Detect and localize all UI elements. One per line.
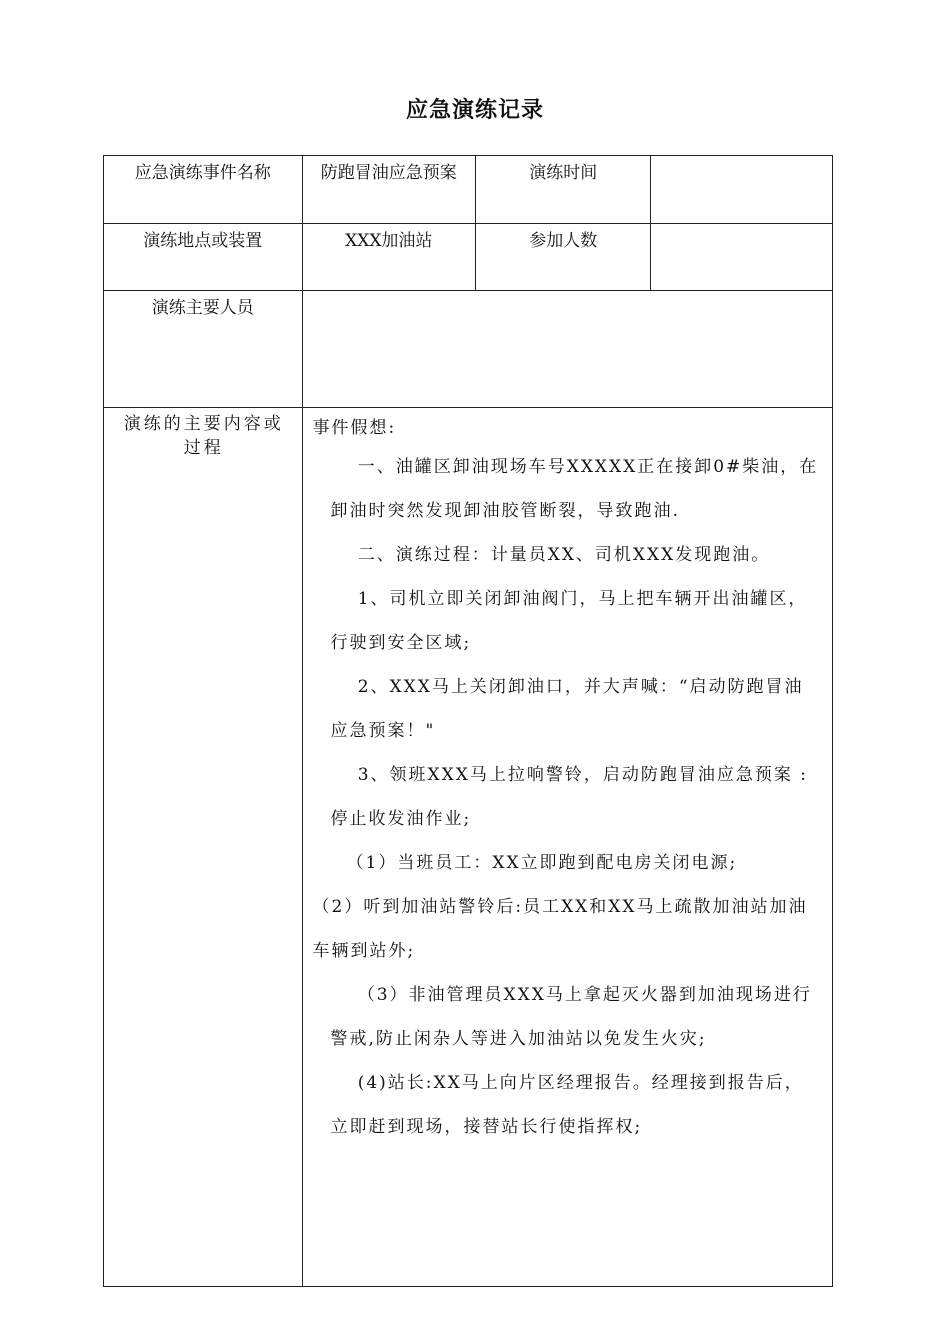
content-paragraph: 3、领班XXX马上拉响警铃，启动防跑冒油应急预案 : 停止收发油作业; (330, 765, 808, 829)
participants-label: 参加人数 (476, 224, 651, 291)
content-paragraph: 事件假想: (312, 418, 397, 438)
content-paragraph: 1、司机立即关闭卸油阀门，马上把车辆开出油罐区，行驶到安全区域; (330, 589, 808, 653)
table-row (104, 408, 833, 1287)
drill-time-label: 演练时间 (476, 156, 651, 224)
content-paragraph: （2）听到加油站警铃后:员工XX和XX马上疏散加油站加油车辆到站外; (312, 897, 808, 961)
content-paragraph: （3）非油管理员XXX马上拿起灭火器到加油现场进行警戒,防止闲杂人等进入加油站以免发生火灾; (330, 985, 812, 1049)
table-row (104, 224, 833, 291)
personnel-label: 演练主要人员 (104, 291, 303, 408)
drill-record-table (103, 155, 833, 1287)
content-paragraph: (4)站长:XX马上向片区经理报告。经理接到报告后，立即赶到现场，接替站长行使指挥权; (330, 1073, 804, 1137)
content-body (302, 408, 832, 1287)
table-row (104, 291, 833, 408)
content-label: 演练的主要内容或过程 (104, 408, 303, 1287)
content-paragraph: （1）当班员工：XX立即跑到配电房关闭电源; (346, 853, 738, 873)
drill-time-value (651, 156, 833, 224)
table-row (104, 156, 833, 224)
content-paragraph: 二、演练过程：计量员XX、司机XXX发现跑油。 (357, 545, 771, 565)
event-name-label: 应急演练事件名称 (104, 156, 303, 224)
document-title: 应急演练记录 (405, 97, 544, 123)
location-label: 演练地点或装置 (104, 224, 303, 291)
content-paragraph: 2、XXX马上关闭卸油口，并大声喊：“启动防跑冒油应急预案！" (330, 677, 804, 741)
personnel-value (302, 291, 832, 408)
content-paragraph: 一、油罐区卸油现场车号XXXXX正在接卸0#柴油，在卸油时突然发现卸油胶管断裂，导致跑油. (330, 457, 819, 521)
participants-value (651, 224, 833, 291)
location-value: XXX加油站 (302, 224, 475, 291)
event-name-value: 防跑冒油应急预案 (302, 156, 475, 224)
